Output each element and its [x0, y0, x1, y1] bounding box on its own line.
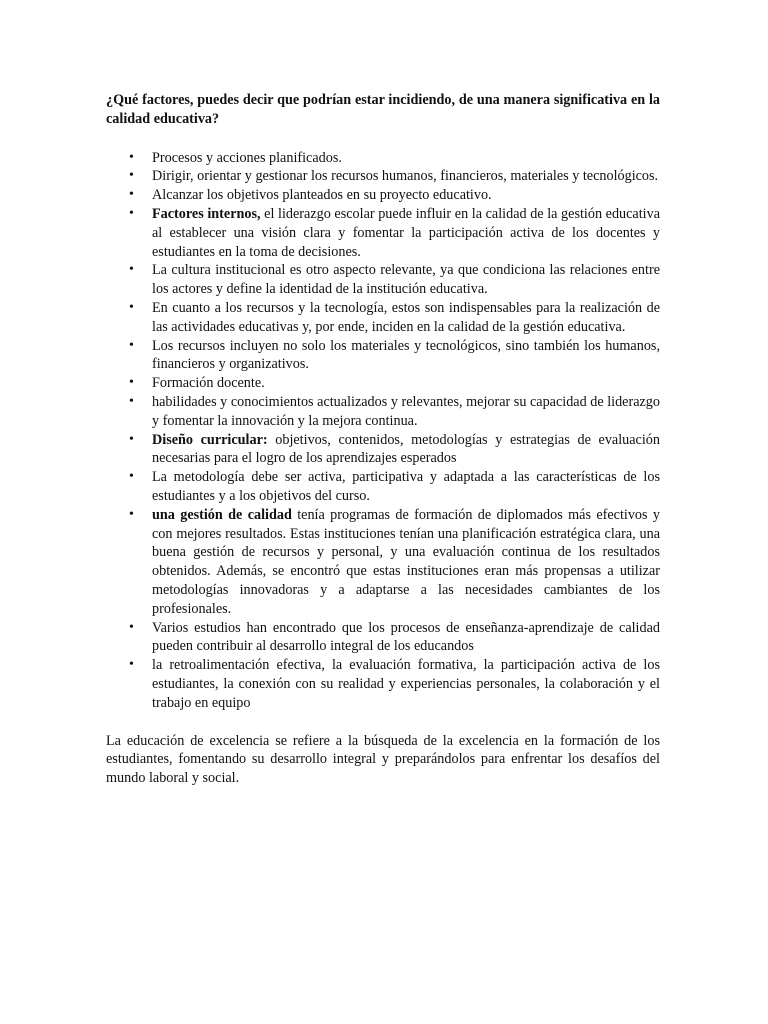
list-item — [106, 506, 660, 619]
list-item — [106, 261, 660, 299]
item-text: la retroalimentación efectiva, la evaluación formativa, la participación activa de los estudiantes, la conexión con su realidad y experiencias personales, la colaboración y el trabajo en equipo — [152, 657, 660, 711]
bullet-icon: • — [129, 337, 134, 353]
list-item — [106, 186, 660, 205]
item-text: Los recursos incluyen no solo los materiales y tecnológicos, sino también los humanos, financieros y organizativos. — [152, 337, 660, 373]
list-item — [106, 149, 660, 168]
bullet-icon: • — [129, 469, 134, 485]
bullet-icon: • — [129, 657, 134, 673]
bullet-icon: • — [129, 506, 134, 522]
bullet-icon: • — [129, 205, 134, 221]
list-item — [106, 468, 660, 506]
item-text: Dirigir, orientar y gestionar los recursos humanos, financieros, materiales y tecnológicos. — [152, 168, 659, 185]
bullet-icon: • — [129, 262, 134, 278]
item-lead: Factores internos, — [152, 205, 261, 222]
item-text: habilidades y conocimientos actualizados y relevantes, mejorar su capacidad de liderazgo y fomentar la innovación y la mejora continua. — [152, 393, 660, 429]
document-page — [106, 91, 660, 788]
item-text: Varios estudios han encontrado que los procesos de enseñanza-aprendizaje de calidad pueden contribuir al desarrollo integral de los educandos — [152, 619, 660, 655]
item-lead: Diseño curricular: — [152, 431, 268, 448]
factors-list — [106, 149, 660, 713]
list-item — [106, 374, 660, 393]
bullet-icon: • — [129, 168, 134, 184]
bullet-icon: • — [129, 619, 134, 635]
item-text: La metodología debe ser activa, participativa y adaptada a las características de los estudiantes y a los objetivos del curso. — [152, 469, 660, 504]
question-heading: ¿Qué factores, puedes decir que podrían estar incidiendo, de una manera significativa en la calidad educativa? — [106, 92, 660, 127]
list-item — [106, 299, 660, 337]
item-text: tenía programas de formación de diplomados más efectivos y con mejores resultados. Estas instituciones tenían una planificación estratégica clara, una buena gestión de recursos y personal, y una evaluación continua de los resultados obtenidos. Además, se encontró que estas instituciones eran más propensas a utilizar metodologías innovadoras y a adaptarse a las necesidades cambiantes de los profesionales. — [152, 506, 660, 617]
list-item — [106, 619, 660, 657]
list-item — [106, 337, 660, 375]
conclusion-paragraph: La educación de excelencia se refiere a la búsqueda de la excelencia en la formación de los estudiantes, fomentando su desarrollo integral y preparándolos para enfrentar los desafíos del mundo laboral y social. — [106, 732, 660, 787]
list-item — [106, 393, 660, 431]
item-text: Procesos y acciones planificados. — [152, 149, 342, 166]
item-text: En cuanto a los recursos y la tecnología, estos son indispensables para la realización de las actividades educativas y, por ende, inciden en la calidad de la gestión educativa. — [152, 299, 660, 335]
list-item — [106, 205, 660, 261]
bullet-icon: • — [129, 187, 134, 203]
bullet-icon: • — [129, 431, 134, 447]
item-text: La cultura institucional es otro aspecto relevante, ya que condiciona las relaciones entre los actores y define la identidad de la institución educativa. — [152, 262, 660, 298]
item-text: objetivos, contenidos, metodologías y estrategias de evaluación necesarias para el logro de los aprendizajes esperados — [152, 431, 660, 467]
bullet-icon: • — [129, 299, 134, 315]
list-item — [106, 167, 660, 186]
list-item — [106, 656, 660, 712]
item-lead: una gestión de calidad — [152, 506, 292, 523]
item-text: Alcanzar los objetivos planteados en su proyecto educativo. — [152, 187, 492, 204]
item-text: Formación docente. — [152, 375, 265, 392]
bullet-icon: • — [129, 149, 134, 165]
list-item — [106, 431, 660, 469]
bullet-icon: • — [129, 375, 134, 391]
item-text: el liderazgo escolar puede influir en la calidad de la gestión educativa al establecer una visión clara y fomentar la participación activa de los docentes y estudiantes en la toma de decisiones. — [152, 205, 661, 260]
bullet-icon: • — [129, 393, 134, 409]
